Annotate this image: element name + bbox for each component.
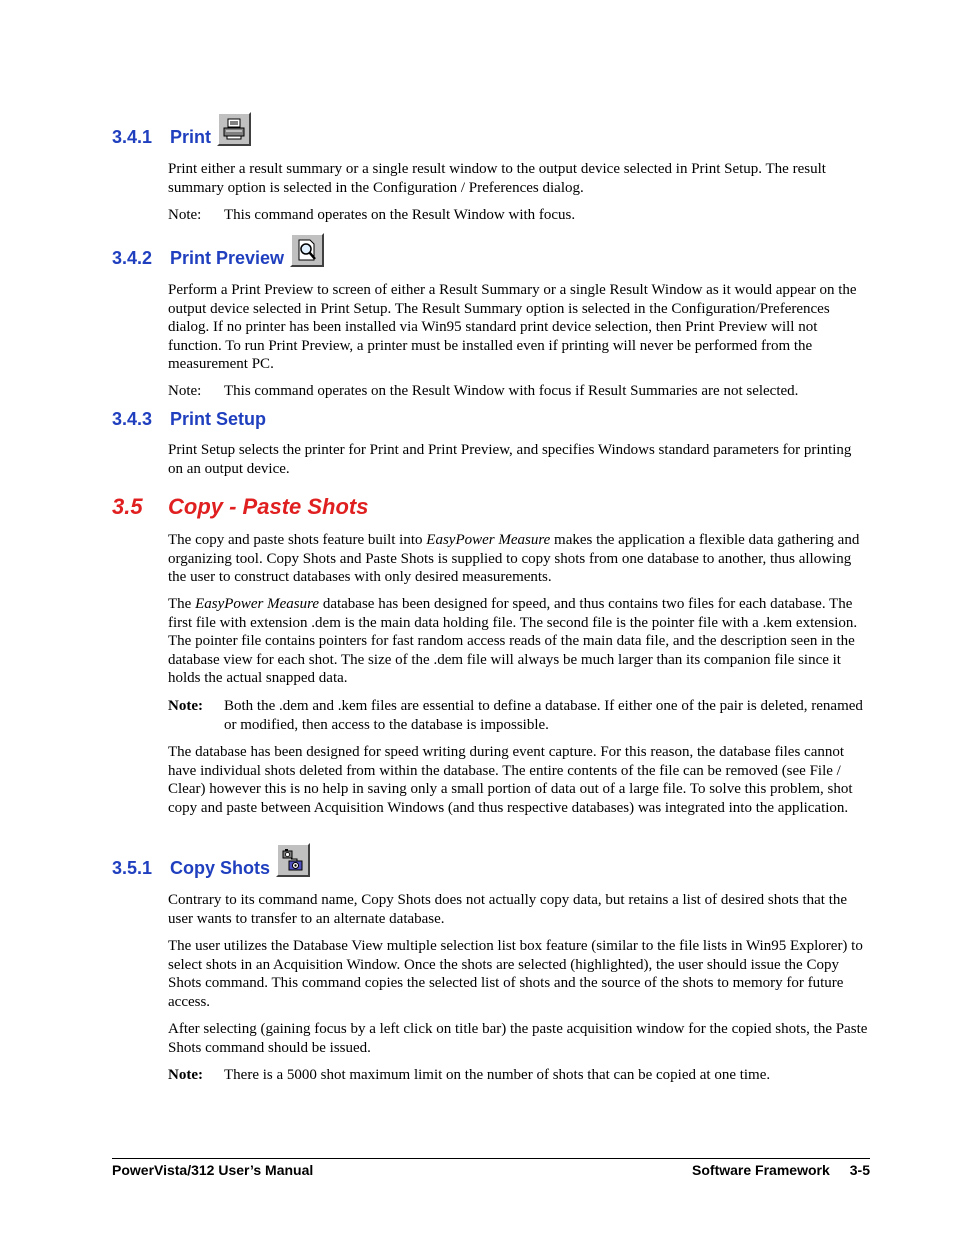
heading-3-4-3-print-setup	[112, 409, 266, 430]
note-text: This command operates on the Result Window with focus if Result Summaries are not selected.	[224, 383, 799, 399]
printer-icon	[217, 112, 251, 146]
database-speed-paragraph: The database has been designed for speed writing during event capture. For this reason, the database files cannot have individual shots deleted from within the database. The entire contents of the file can be removed (see File / Clear) however this is no help in saving only a small portion of data out of a large file. To solve this problem, shot copy and paste between Acquisition Windows (and thus respective databases) was integrated into the application.	[168, 744, 853, 816]
note-label: Note:	[168, 383, 202, 399]
note-label: Note:	[168, 207, 202, 223]
print-setup-description: Print Setup selects the printer for Print and Print Preview, and specifies Windows standard parameters for printing on an output device.	[168, 442, 852, 477]
note-label: Note:	[168, 698, 203, 714]
print-preview-description: Perform a Print Preview to screen of either a Result Summary or a single Result Window as it would appear on the output device selected in Print Setup. The Result Summary option is selected in the Configuration/Preferences dialog. If no printer has been installed via Win95 standard print device selection, then Print Preview will not function. To run Print Preview, a printer must be installed even if printing will never be performed from the measurement PC.	[168, 282, 857, 372]
section-number: 3.4.2	[112, 248, 153, 268]
note-label: Note:	[168, 1067, 203, 1083]
section-title: Copy Shots	[170, 858, 271, 878]
section-title: Print	[170, 127, 212, 147]
section-title: Print Setup	[170, 409, 267, 429]
section-number: 3.4.3	[112, 409, 153, 429]
heading-3-5-copy-paste-shots	[112, 494, 368, 520]
text-run: database has been designed for speed, and thus contains two files for each database. The first file with extension .dem is the main data holding file. The second file is the pointer file with a .kem extension. The pointer file contains pointers for fast random access reads of the main data file, and the description seen in the database view for each shot. The size of the .dem file will always be much larger than its companion file since it holds the actual snapped data.	[168, 596, 858, 686]
heading-3-5-1-copy-shots	[112, 843, 310, 879]
database-files-paragraph	[168, 595, 870, 688]
footer-divider	[112, 1158, 870, 1159]
footer-page-info	[692, 1162, 870, 1178]
copy-shots-note	[168, 1066, 870, 1085]
print-description: Print either a result summary or a single result window to the output device selected in Print Setup. The result summary option is selected in the Configuration / Preferences dialog.	[168, 161, 826, 196]
footer-page-number: 3-5	[849, 1162, 870, 1178]
product-name: EasyPower Measure	[195, 596, 320, 612]
text-run: The copy and paste shots feature built into	[168, 532, 427, 548]
footer-manual-title: PowerVista/312 User’s Manual	[112, 1162, 314, 1178]
note-text: This command operates on the Result Window with focus.	[224, 207, 576, 223]
section-number: 3.5.1	[112, 858, 153, 878]
footer-section: Software Framework	[692, 1162, 830, 1178]
note-text: There is a 5000 shot maximum limit on the number of shots that can be copied at one time.	[224, 1067, 771, 1083]
database-files-note	[168, 697, 870, 734]
text-run: The	[168, 596, 196, 612]
section-title: Copy - Paste Shots	[168, 494, 369, 519]
section-title: Print Preview	[170, 248, 285, 268]
print-note	[168, 206, 870, 225]
print-preview-icon	[290, 233, 324, 267]
product-name: EasyPower Measure	[426, 532, 551, 548]
copy-shots-paragraph-1: Contrary to its command name, Copy Shots does not actually copy data, but retains a list of desired shots that the user wants to transfer to an alternate database.	[168, 892, 848, 927]
copy-paste-intro	[168, 531, 870, 587]
copy-shots-icon	[276, 843, 310, 877]
heading-3-4-1-print	[112, 112, 251, 148]
text-run: makes the application a flexible data gathering and organizing tool. Copy Shots and Paste Shots is supplied to copy shots from one database to another, thus allowing the user to construct databases with only desired measurements.	[168, 532, 860, 585]
note-text: Both the .dem and .kem files are essential to define a database. If either one of the pair is deleted, renamed or modified, then access to the database is impossible.	[224, 698, 863, 733]
copy-shots-paragraph-2: The user utilizes the Database View multiple selection list box feature (similar to the file lists in Win95 Explorer) to select shots in an Acquisition Window. Once the shots are selected (highlighted), the user should issue the Copy Shots command. This command copies the selected list of shots and the source of the shots to memory for future access.	[168, 938, 863, 1010]
section-number: 3.4.1	[112, 127, 153, 147]
copy-shots-paragraph-3: After selecting (gaining focus by a left click on title bar) the paste acquisition window for the copied shots, the Paste Shots command should be issued.	[168, 1021, 868, 1056]
print-preview-note	[168, 382, 870, 401]
section-number: 3.5	[112, 494, 143, 519]
heading-3-4-2-print-preview	[112, 233, 324, 269]
